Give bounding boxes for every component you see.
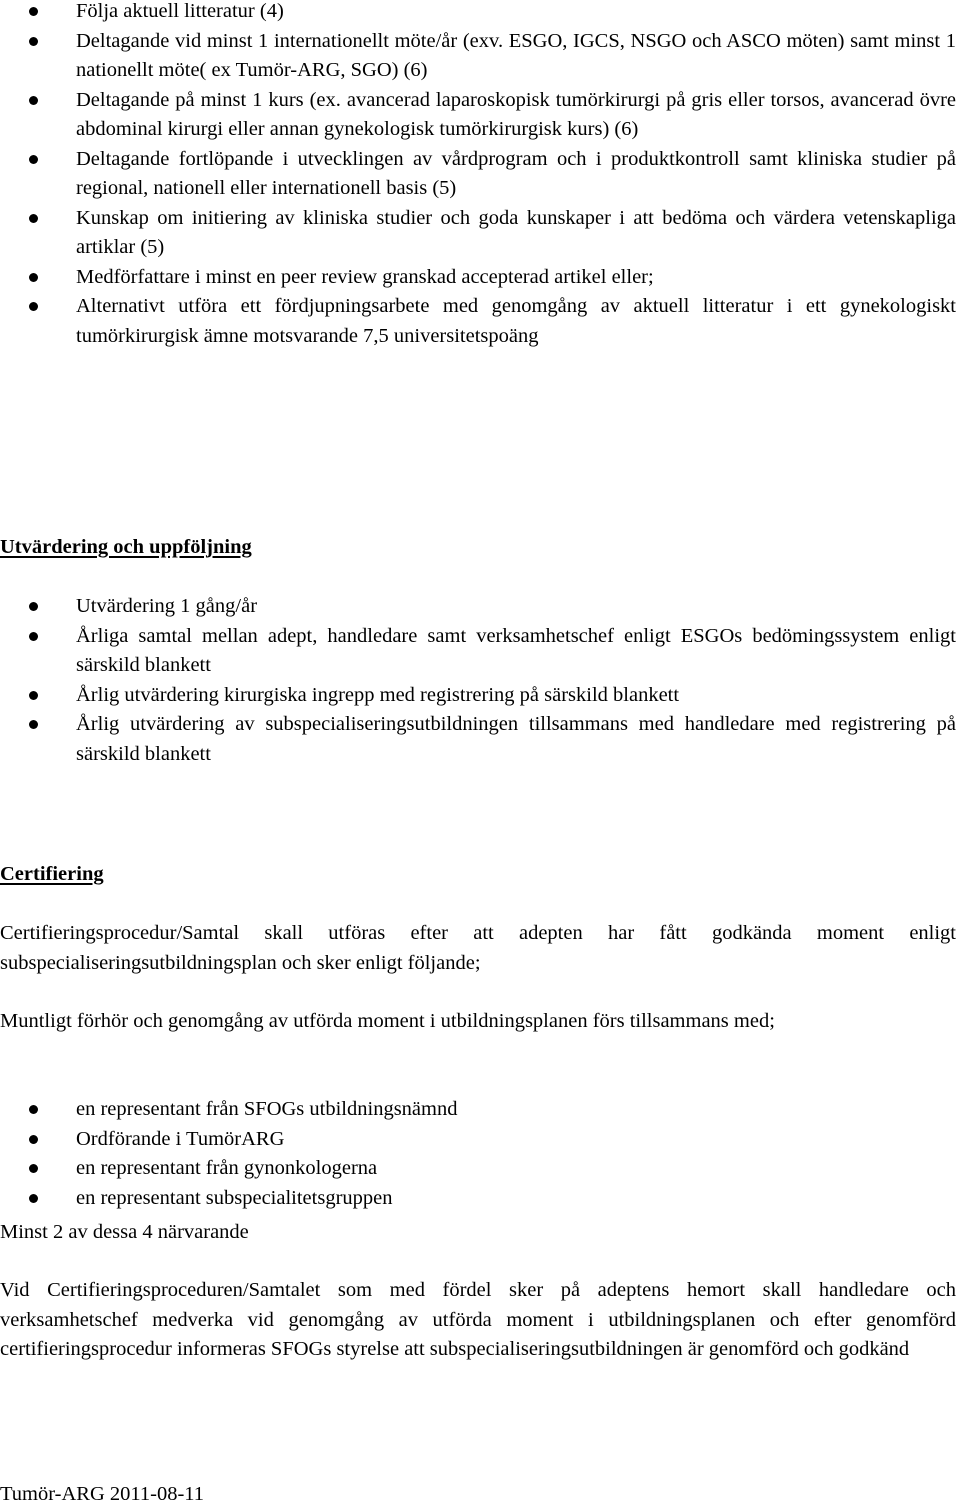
bullet-icon xyxy=(29,302,38,311)
bullet-icon xyxy=(29,691,38,700)
bullet-icon xyxy=(29,632,38,641)
footer-date: Tumör-ARG 2011-08-11 xyxy=(0,1483,205,1505)
bullet-icon xyxy=(29,1135,38,1144)
list-item: Deltagande vid minst 1 internationellt möte/år (exv. ESGO, IGCS, NSGO och ASCO möten) samt minst 1 nationellt möte( ex Tumör-ARG, SGO) (6) xyxy=(0,27,956,86)
requirements-list xyxy=(0,0,956,351)
list-item: Utvärdering 1 gång/år xyxy=(0,592,956,622)
bullet-icon xyxy=(29,96,38,105)
section-heading-certification: Certifiering xyxy=(0,863,104,885)
evaluation-list xyxy=(0,592,956,769)
bullet-icon xyxy=(29,214,38,223)
bullet-icon xyxy=(29,1105,38,1114)
list-item: Kunskap om initiering av kliniska studier och goda kunskaper i att bedöma och värdera vetenskapliga artiklar (5) xyxy=(0,204,956,263)
list-item: Alternativt utföra ett fördjupningsarbete med genomgång av aktuell litteratur i ett gynekologiskt tumörkirurgisk ämne motsvarande 7,5 universitetspoäng xyxy=(0,292,956,351)
list-item: Årlig utvärdering av subspecialiseringsutbildningen tillsammans med handledare med registrering på särskild blankett xyxy=(0,710,956,769)
quorum-text: Minst 2 av dessa 4 närvarande xyxy=(0,1221,249,1243)
bullet-icon xyxy=(29,37,38,46)
list-item: Följa aktuell litteratur (4) xyxy=(0,0,956,27)
list-item: Medförfattare i minst en peer review granskad accepterad artikel eller; xyxy=(0,263,956,293)
list-item: Deltagande fortlöpande i utvecklingen av vårdprogram och i produktkontroll samt kliniska studier på regional, nationell eller internationell basis (5) xyxy=(0,145,956,204)
list-item: en representant från gynonkologerna xyxy=(0,1154,956,1184)
bullet-icon xyxy=(29,1194,38,1203)
section-heading-evaluation: Utvärdering och uppföljning xyxy=(0,536,252,558)
list-item: en representant subspecialitetsgruppen xyxy=(0,1184,956,1214)
list-item: Deltagande på minst 1 kurs (ex. avancerad laparoskopisk tumörkirurgi på gris eller torsos, avancerad övre abdominal kirurgi eller annan gynekologisk tumörkirurgisk kurs) (6) xyxy=(0,86,956,145)
certification-paragraph-2: Muntligt förhör och genomgång av utförda moment i utbildningsplanen förs tillsammans med; xyxy=(0,1010,775,1032)
list-item: Årliga samtal mellan adept, handledare samt verksamhetschef enligt ESGOs bedömingssystem enligt särskild blankett xyxy=(0,622,956,681)
committee-members-list xyxy=(0,1095,956,1213)
bullet-icon xyxy=(29,602,38,611)
certification-paragraph-3: Vid Certifieringsproceduren/Samtalet som med fördel sker på adeptens hemort skall handledare och verksamhetschef medverka vid genomgång av utförda moment i utbildningsplanen och efter genomförd certifieringsprocedur informeras SFOGs styrelse att subspecialiseringsutbildningen är genomförd och godkänd xyxy=(0,1279,956,1360)
bullet-icon xyxy=(29,7,38,16)
bullet-icon xyxy=(29,155,38,164)
bullet-icon xyxy=(29,273,38,282)
bullet-icon xyxy=(29,1164,38,1173)
list-item: Ordförande i TumörARG xyxy=(0,1125,956,1155)
certification-paragraph-1: Certifieringsprocedur/Samtal skall utföras efter att adepten har fått godkända moment enligt subspecialiseringsutbildningsplan och sker enligt följande; xyxy=(0,922,956,974)
bullet-icon xyxy=(29,720,38,729)
list-item: Årlig utvärdering kirurgiska ingrepp med registrering på särskild blankett xyxy=(0,681,956,711)
list-item: en representant från SFOGs utbildningsnämnd xyxy=(0,1095,956,1125)
